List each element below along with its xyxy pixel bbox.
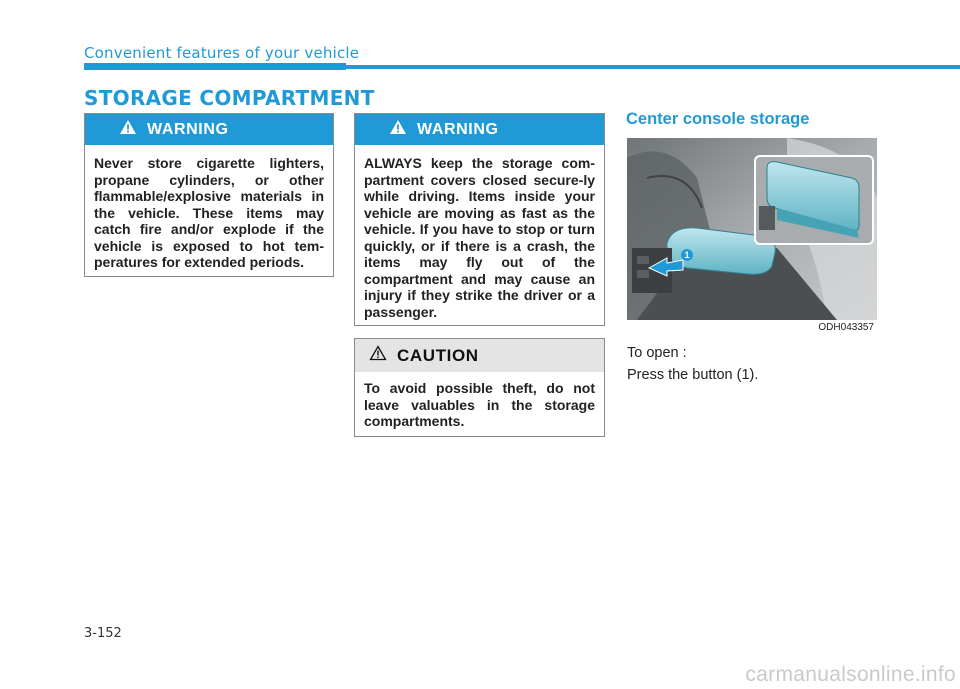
page-number: 3-152 [84, 626, 122, 641]
caution-triangle-icon [369, 345, 387, 366]
section-title: Convenient features of your vehicle [84, 44, 360, 62]
instruction-line-1: To open : [627, 345, 687, 361]
warning-label: WARNING [147, 120, 229, 138]
sub-heading: Center console storage [626, 110, 810, 128]
warning-header [85, 114, 333, 145]
warning-header [355, 114, 604, 145]
caution-label: CAUTION [397, 345, 479, 365]
caution-box-theft [354, 338, 605, 437]
warning-triangle-icon [119, 119, 137, 140]
center-console-figure [627, 138, 877, 335]
instruction-line-2: Press the button (1). [627, 367, 759, 383]
callout-number: 1 [684, 250, 690, 260]
page-heading: STORAGE COMPARTMENT [84, 86, 375, 110]
warning-text: ALWAYS keep the storage com-partment covers closed secure-ly while driving. Items inside your vehicle are moving as fast as the vehicle. If you have to stop or turn quickly, or if there is a crash, the items may fly out of the compartment and may cause an injury if they strike the driver or a passenger. [364, 155, 595, 320]
header-rule-accent [84, 63, 346, 70]
watermark: carmanualsonline.info [745, 663, 956, 686]
caution-text: To avoid possible theft, do not leave valuables in the storage compartments. [364, 380, 595, 429]
caution-header [355, 339, 604, 372]
console-illustration [627, 138, 877, 320]
figure-code: ODH043357 [627, 320, 877, 335]
callout-badge [681, 249, 693, 261]
warning-triangle-icon [389, 119, 407, 140]
warning-label: WARNING [417, 120, 499, 138]
warning-box-covers [354, 113, 605, 326]
warning-text: Never store cigarette lighters, propane cylinders, or other flammable/explosive materials in the vehicle. These items may catch fire and/or explode if the vehicle is exposed to hot tem-peratures for extended periods. [94, 155, 324, 270]
warning-box-flammables [84, 113, 334, 277]
